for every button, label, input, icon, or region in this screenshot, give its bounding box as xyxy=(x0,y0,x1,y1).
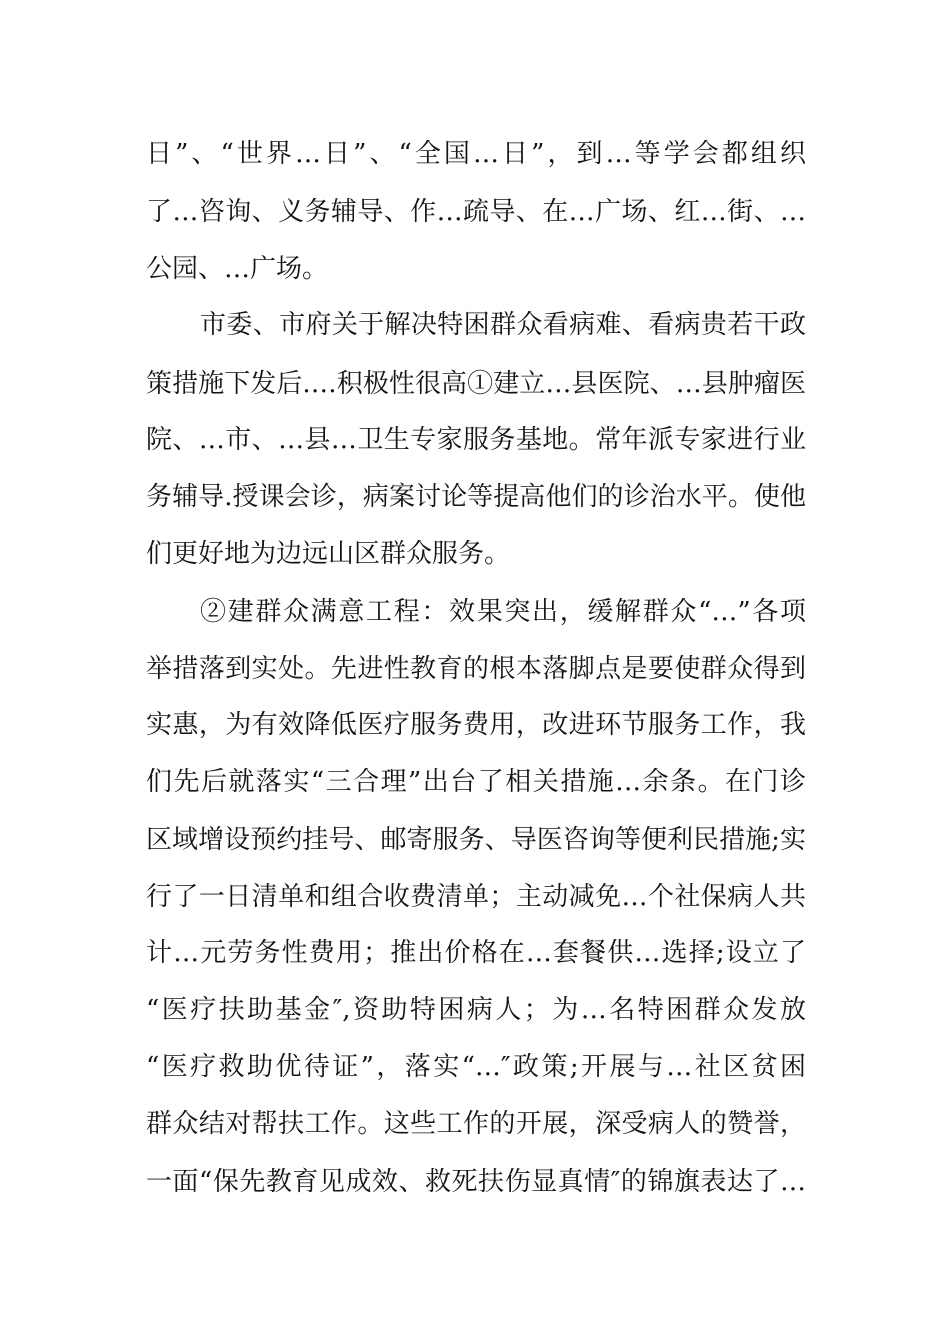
text-line: 日”、“世界…日”、“全国…日”，到…等学会都组织 xyxy=(146,139,806,169)
text-line: 一面“保先教育见成效、救死扶伤显真情″的锦旗表达了… xyxy=(146,1167,806,1197)
text-line: 们更好地为边远山区群众服务。 xyxy=(146,539,511,569)
text-line: 行了一日清单和组合收费清单；主动减免…个社保病人共 xyxy=(146,882,806,912)
text-line: “医疗扶助基金″,资助特困病人；为…名特困群众发放 xyxy=(146,995,806,1025)
text-line: “医疗救助优待证”，落实“…″政策;开展与…社区贫困 xyxy=(146,1052,806,1082)
text-line: 了…咨询、义务辅导、作…疏导、在…广场、红…街、… xyxy=(146,197,806,227)
text-line: 务辅导.授课会诊，病案讨论等提高他们的诊治水平。使他 xyxy=(146,482,806,512)
text-line: 举措落到实处。先进性教育的根本落脚点是要使群众得到 xyxy=(146,654,806,684)
text-line: 策措施下发后.…积极性很高①建立…县医院、…县肿瘤医 xyxy=(146,369,806,399)
text-line: 区域增设预约挂号、邮寄服务、导医咨询等便利民措施;实 xyxy=(146,825,806,855)
text-line: 实惠，为有效降低医疗服务费用，改进环节服务工作，我 xyxy=(146,710,806,740)
text-line: 们先后就落实“三合理”出台了相关措施…余条。在门诊 xyxy=(146,767,806,797)
text-line: 公园、…广场。 xyxy=(146,254,329,284)
text-line: 计…元劳务性费用；推出价格在…套餐供…选择;设立了 xyxy=(146,938,806,968)
text-line: 群众结对帮扶工作。这些工作的开展，深受病人的赞誉， xyxy=(146,1109,806,1139)
text-line: 市委、市府关于解决特困群众看病难、看病贵若干政 xyxy=(200,310,806,340)
text-line: 院、…市、…县…卫生专家服务基地。常年派专家进行业 xyxy=(146,425,806,455)
text-line: ②建群众满意工程：效果突出，缓解群众“…”各项 xyxy=(200,597,806,627)
